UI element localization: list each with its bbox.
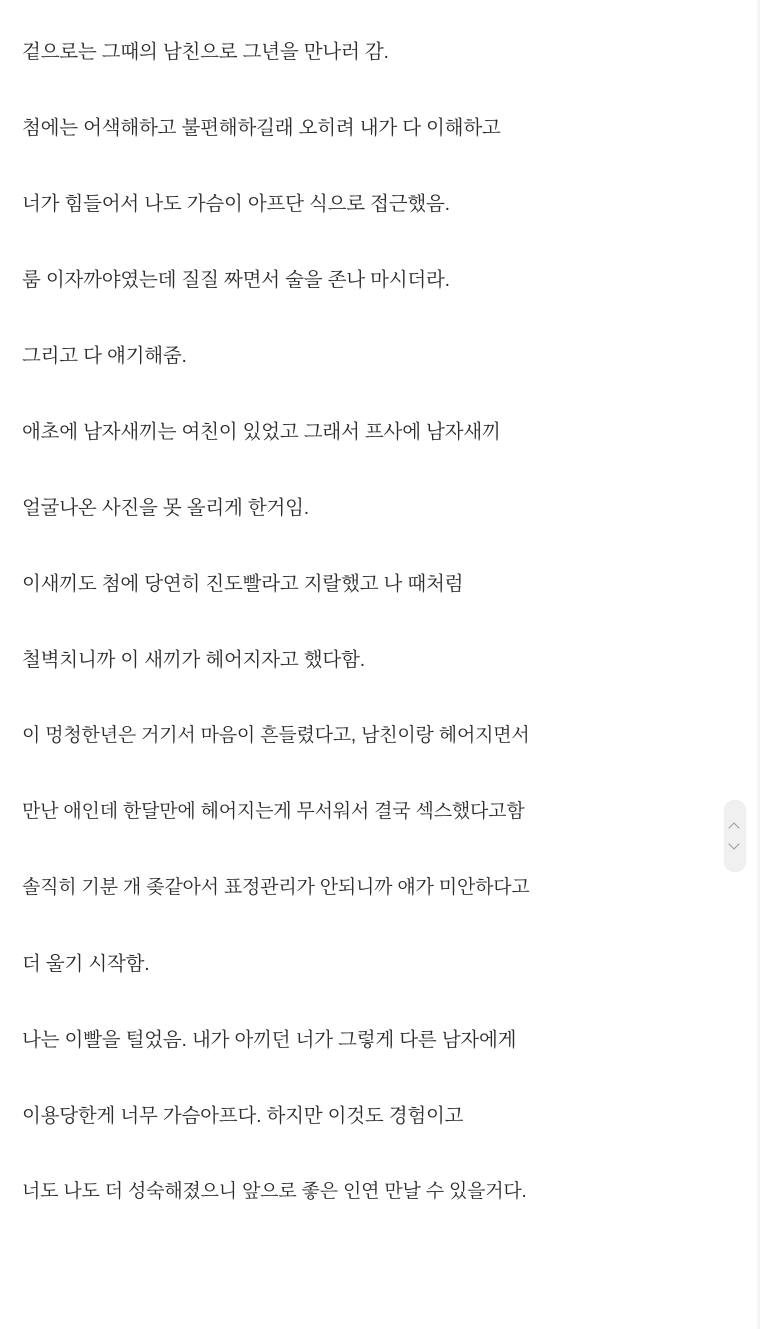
text-paragraph: 첨에는 어색해하고 불편해하길래 오히려 내가 다 이해하고	[22, 116, 501, 139]
text-paragraph: 너가 힘들어서 나도 가슴이 아프단 식으로 접근했음.	[22, 192, 450, 215]
text-paragraph: 솔직히 기분 개 좆같아서 표정관리가 안되니까 얘가 미안하다고	[22, 877, 530, 899]
scroll-navigation-widget[interactable]	[724, 800, 746, 872]
chevron-down-icon[interactable]	[730, 840, 740, 850]
text-paragraph: 이 멍청한년은 거기서 마음이 흔들렸다고, 남친이랑 헤어지면서	[22, 725, 530, 747]
text-paragraph: 나는 이빨을 털었음. 내가 아끼던 너가 그렇게 다른 남자에게	[22, 1028, 517, 1051]
text-paragraph: 너도 나도 더 성숙해졌으니 앞으로 좋은 인연 만날 수 있을거다.	[22, 1181, 527, 1203]
text-paragraph: 룸 이자까야였는데 질질 짜면서 술을 존나 마시더라.	[22, 268, 450, 291]
text-paragraph: 더 울기 시작함.	[22, 952, 150, 975]
chevron-up-icon[interactable]	[730, 822, 740, 832]
text-paragraph: 그리고 다 얘기해줌.	[22, 344, 187, 367]
text-paragraph: 겉으로는 그때의 남친으로 그년을 만나러 감.	[22, 40, 389, 63]
text-paragraph: 이새끼도 첨에 당연히 진도빨라고 지랄했고 나 때처럼	[22, 572, 464, 595]
text-paragraph: 만난 애인데 한달만에 헤어지는게 무서워서 결국 섹스했다고함	[22, 801, 525, 823]
text-paragraph: 얼굴나온 사진을 못 올리게 한거임.	[22, 496, 310, 519]
text-paragraph: 이용당한게 너무 가슴아프다. 하지만 이것도 경험이고	[22, 1104, 464, 1127]
text-paragraph: 애초에 남자새끼는 여친이 있었고 그래서 프사에 남자새끼	[22, 420, 501, 443]
text-paragraph: 철벽치니까 이 새끼가 헤어지자고 했다함.	[22, 648, 365, 671]
